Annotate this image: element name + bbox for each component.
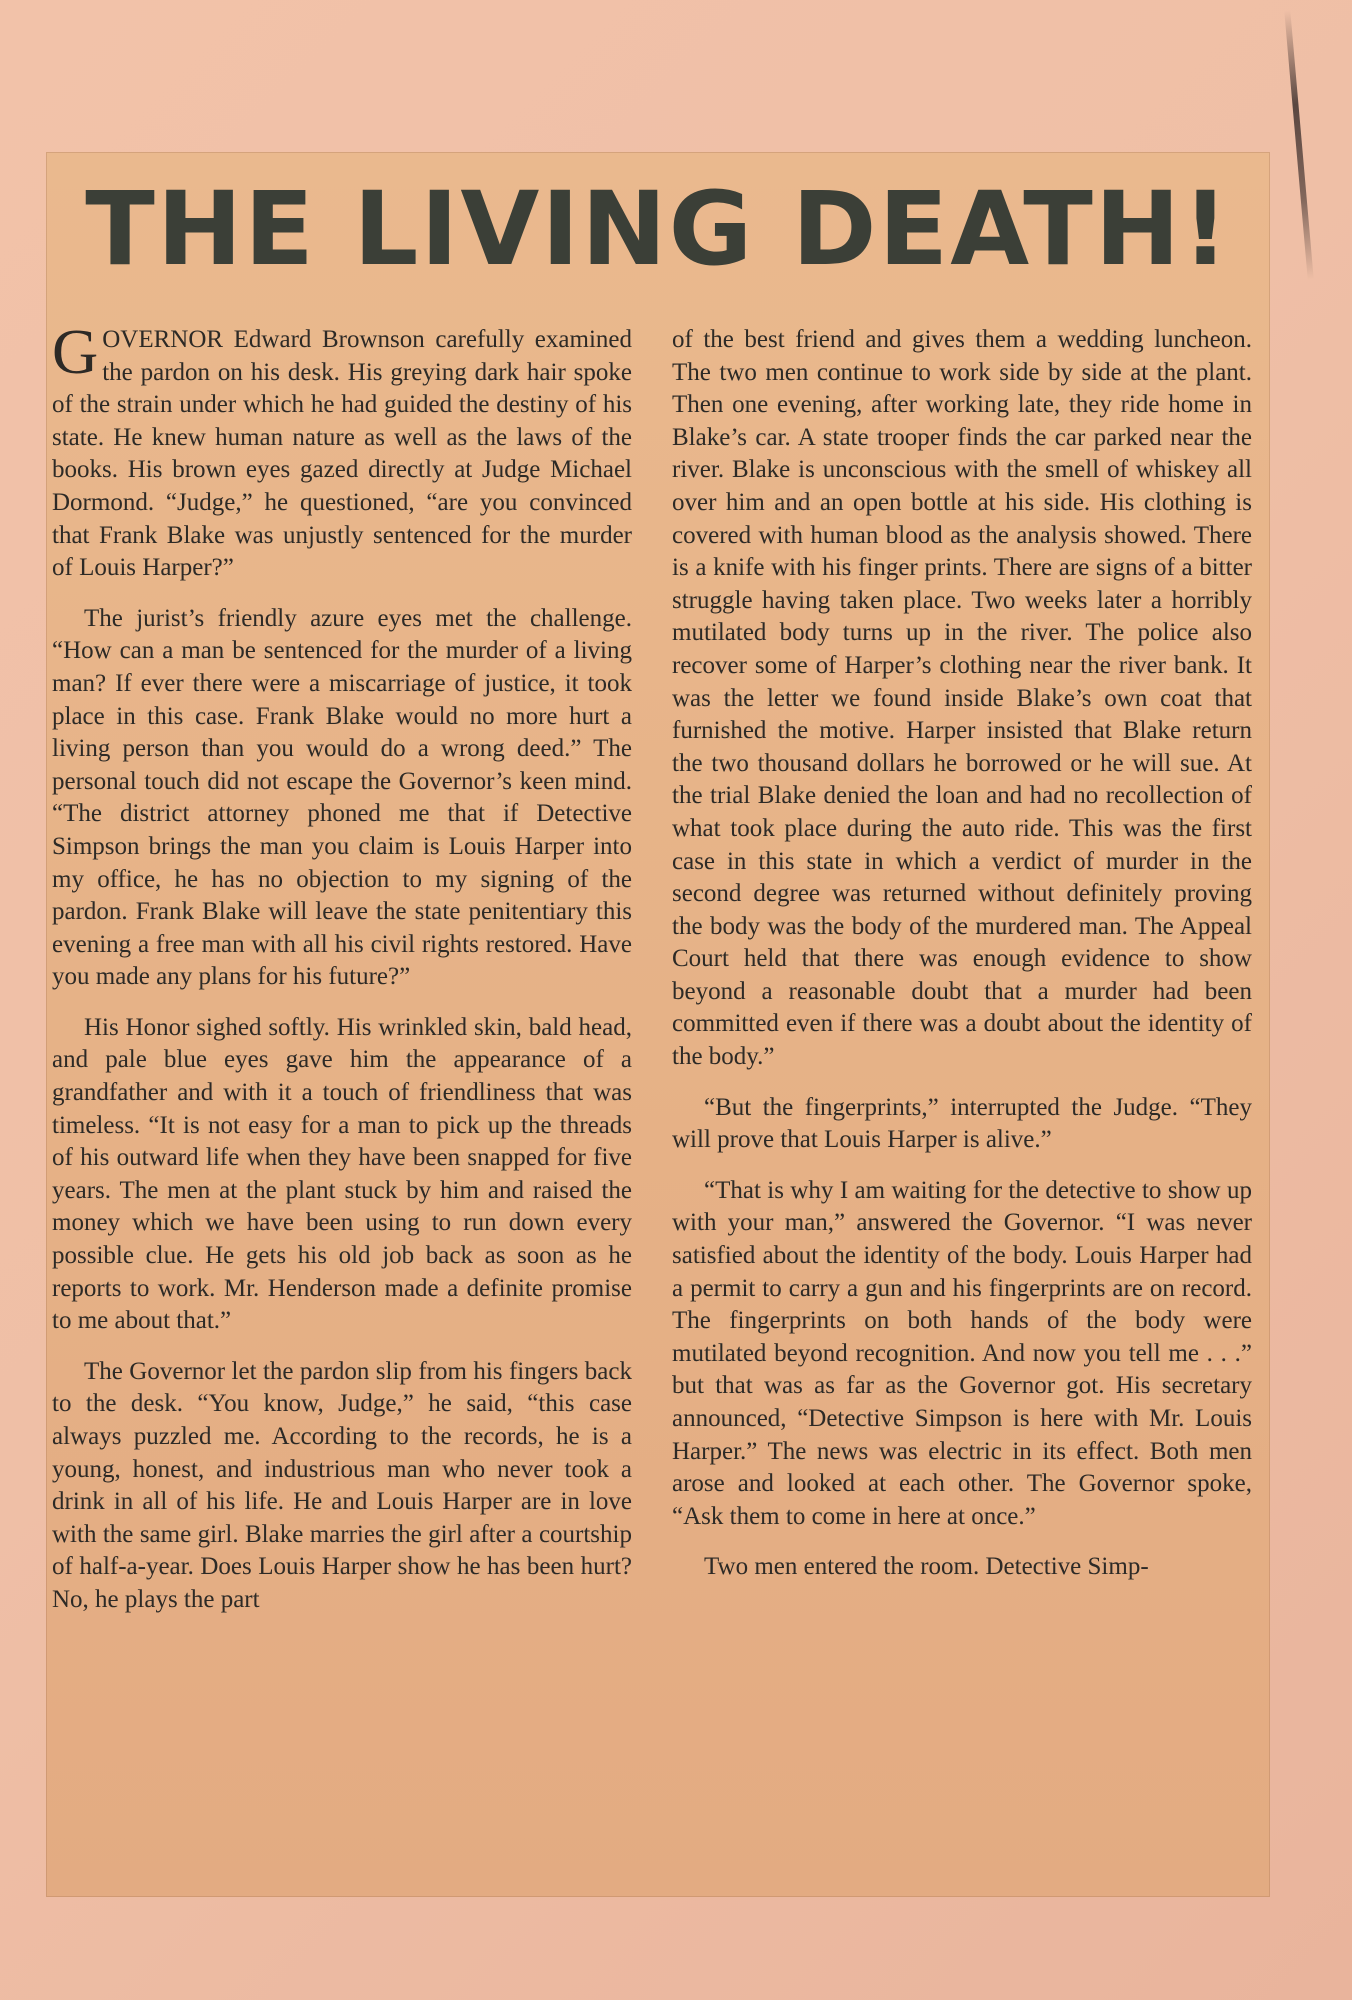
story-panel (46, 152, 1270, 1897)
left-column (52, 316, 632, 1635)
paragraph: “That is why I am waiting for the detective to show up with your man,” answered the Governor. “I was never satisfied about the identity of the body. Louis Harper had a permit to carry a gun and his fingerprints are on record. The fingerprints on both hands of the body were mutilated beyond recognition. And now you tell me . . .” but that was as far as the Governor got. His secretary announced, “Detective Simpson is here with Mr. Louis Harper.” The news was electric in its effect. Both men arose and looked at each other. The Governor spoke, “Ask them to come in here at once.” (672, 1176, 1252, 1530)
paragraph: The jurist’s friendly azure eyes met the challenge. “How can a man be sentenced for the murder of a living man? If ever there were a miscarriage of justice, it took place in this case. Frank Blake would no more hurt a living person than you would do a wrong deed.” The personal touch did not escape the Governor’s keen mind. “The district attorney phoned me that if Detective Simpson brings the man you claim is Louis Harper into my office, he has no objection to my signing of the pardon. Frank Blake will leave the state penitentiary this evening a free man with all his civil rights restored. Have you made any plans for his future?” (52, 604, 632, 991)
drop-cap: G (52, 316, 99, 387)
paragraph: His Honor sighed softly. His wrinkled skin, bald head, and pale blue eyes gave him the appearance of a grandfather and with it a touch of friendliness that was timeless. “It is not easy for a man to pick up the threads of his outward life when they have been snapped for five years. The men at the plant stuck by him and raised the money which we have been using to run down every possible clue. He gets his old job back as soon as he reports to work. Mr. Henderson made a definite promise to me about that.” (52, 1013, 632, 1335)
paragraph: “But the fingerprints,” interrupted the Judge. “They will prove that Louis Harper is alive.” (672, 1093, 1252, 1154)
paragraph: Two men entered the room. Detective Simp- (704, 1553, 1149, 1581)
story-title: THE LIVING DEATH! (85, 170, 1231, 289)
paragraph-text: OVERNOR Edward Brownson carefully examined the pardon on his desk. His greying dark hair spoke of the strain under which he had guided the destiny of his state. He knew human nature as well as the laws of the books. His brown eyes gazed directly at Judge Michael Dormond. “Judge,” he questioned, “are you convinced that Frank Blake was unjustly sentenced for the murder of Louis Harper?” (52, 326, 632, 582)
paragraph: The Governor let the pardon slip from his fingers back to the desk. “You know, Judge,” he said, “this case always puzzled me. According to the records, he is a young, honest, and industrious man who never took a drink in all of his life. He and Louis Harper are in love with the same girl. Blake marries the girl after a courtship of half-a-year. Does Louis Harper show he has been hurt? No, he plays the part (52, 1357, 632, 1613)
right-column (672, 324, 1252, 1602)
paragraph: of the best friend and gives them a wedding luncheon. The two men continue to work side by side at the plant. Then one evening, after working late, they ride home in Blake’s car. A state trooper finds the car parked near the river. Blake is unconscious with the smell of whiskey all over him and an open bottle at his side. His clothing is covered with human blood as the analysis showed. There is a knife with his finger prints. There are signs of a bitter struggle having taken place. Two weeks later a horribly mutilated body turns up in the river. The police also recover some of Harper’s clothing near the river bank. It was the letter we found inside Blake’s own coat that furnished the motive. Harper insisted that Blake return the two thousand dollars he borrowed or he will sue. At the trial Blake denied the loan and had no recollection of what took place during the auto ride. This was the first case in this state in which a verdict of murder in the second degree was returned without definitely proving the body was the body of the murdered man. The Appeal Court held that there was enough evidence to show beyond a reasonable doubt that a murder had been committed even if there was a doubt about the identity of the body.” (672, 326, 1252, 1071)
page-scratch-mark (1284, 10, 1314, 279)
paragraph (52, 316, 632, 585)
